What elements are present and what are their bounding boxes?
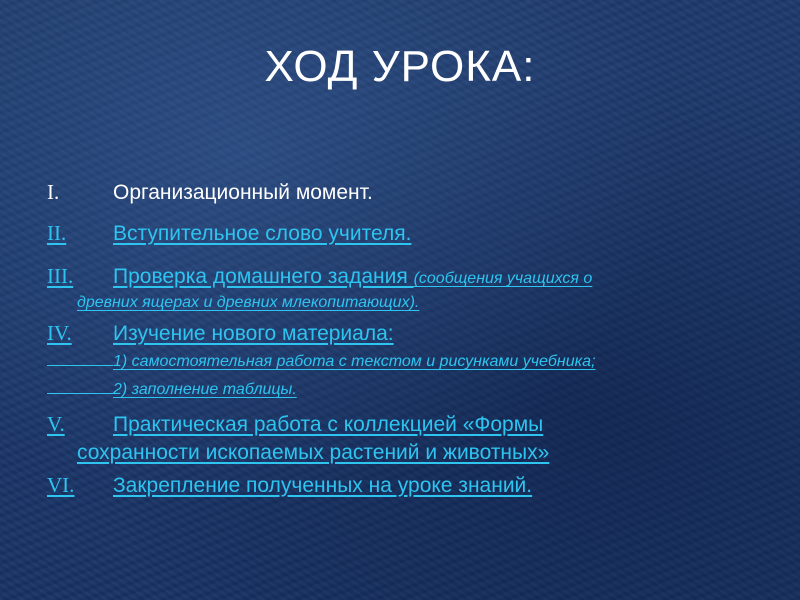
lesson-agenda — [47, 178, 767, 500]
indent-underline — [47, 364, 113, 366]
agenda-item-6[interactable] — [47, 471, 767, 500]
slide-title: ХОД УРОКА: — [264, 42, 536, 91]
agenda-item-3[interactable] — [47, 262, 767, 313]
agenda-subitem-text[interactable]: 2) заполнение таблицы. — [113, 381, 297, 398]
agenda-subitem-1[interactable] — [47, 350, 767, 374]
agenda-item-2[interactable] — [47, 219, 767, 248]
indent-underline — [47, 392, 113, 394]
agenda-item-link[interactable]: Проверка домашнего задания — [113, 265, 414, 288]
agenda-item-link[interactable]: Практическая работа с коллекцией «Формы — [113, 413, 544, 436]
agenda-item-number: VI. — [47, 473, 75, 497]
agenda-item-number: III. — [47, 264, 74, 288]
agenda-item-4[interactable] — [47, 319, 767, 348]
agenda-item-link[interactable]: Закрепление полученных на уроке знаний. — [113, 474, 533, 497]
agenda-item-5[interactable] — [47, 410, 767, 467]
agenda-item-note-continued[interactable]: древних ящерах и древних млекопитающих). — [77, 294, 420, 311]
agenda-item-note[interactable]: (сообщения учащихся о — [413, 270, 593, 287]
agenda-item-link[interactable]: Изучение нового материала: — [113, 322, 394, 345]
agenda-item-number: II. — [47, 221, 67, 245]
agenda-item-link-continued[interactable]: сохранности ископаемых растений и животных» — [77, 441, 550, 464]
agenda-item-link[interactable]: Вступительное слово учителя. — [113, 222, 412, 245]
agenda-item-number: V. — [47, 412, 65, 436]
agenda-item-1 — [47, 178, 767, 207]
agenda-item-number: I. — [47, 180, 60, 204]
agenda-item-number: IV. — [47, 321, 72, 345]
agenda-item-text: Организационный момент. — [113, 181, 373, 204]
agenda-subitem-text[interactable]: 1) самостоятельная работа с текстом и рисунками учебника; — [113, 353, 596, 370]
agenda-subitem-2[interactable] — [47, 378, 767, 402]
